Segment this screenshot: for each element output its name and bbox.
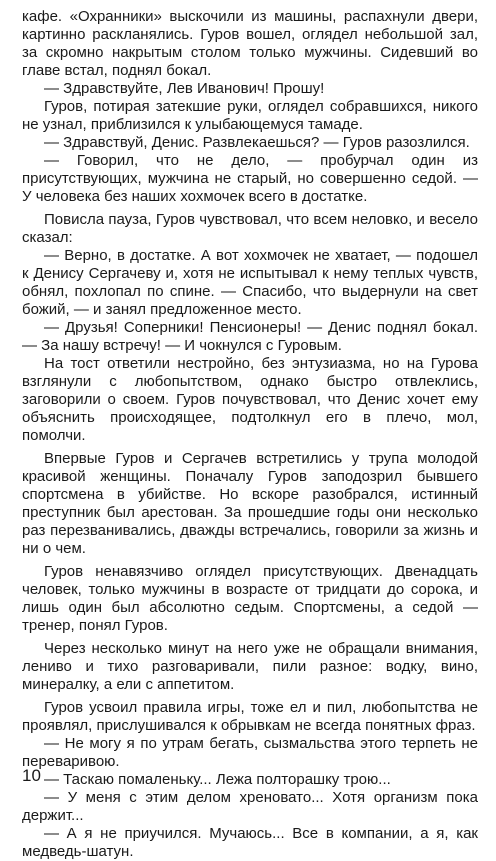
paragraph: Гуров усвоил правила игры, тоже ел и пил, любопытства не проявлял, прислушивался к обрывкам не всегда понятных фраз. (22, 699, 478, 734)
paragraph: Гуров ненавязчиво оглядел присутствующих. Двенадцать человек, только мужчины в возрасте от тридцати до сорока, и лишь один был абсолютно седым. Спортсмены, а седой — тренер, понял Гуров. (22, 563, 478, 634)
paragraph: кафе. «Охранники» выскочили из машины, распахнули двери, картинно раскланялись. Гуров вошел, оглядел небольшой зал, за скромно накрытым столом только мужчины. Сидевший во главе встал, поднял бокал. (22, 8, 478, 79)
paragraph: На тост ответили нестройно, без энтузиазма, но на Гурова взглянули с любопытством, однако быстро отвлеклись, заговорили о своем. Гуров почувствовал, что Денис хочет ему объяснить происходящее, подтолкнул его в плечо, мол, помолчи. (22, 355, 478, 444)
paragraph: — Здравствуйте, Лев Иванович! Прошу! (44, 80, 325, 97)
paragraph: — У меня с этим делом хреновато... Хотя организм пока держит... (22, 789, 478, 824)
paragraph: — Говорил, что не дело, — пробурчал один из присутствующих, мужчина не старый, но совершенно седой. — У человека без наших хохмочек всего в достатке. (22, 152, 478, 205)
paragraph: Впервые Гуров и Сергачев встретились у трупа молодой красивой женщины. Поначалу Гуров заподозрил бывшего спортсмена в убийстве. Но вскоре разобрался, истинный преступник был арестован. За прошедшие годы они несколько раз перезванивались, дважды встречались, говорили за жизнь и ни о чем. (22, 450, 478, 557)
body-text (22, 8, 478, 861)
paragraph: — Таскаю помаленьку... Лежа полторашку трою... (44, 771, 391, 788)
paragraph: Гуров, потирая затекшие руки, оглядел собравшихся, никого не узнал, приблизился к улыбающемуся тамаде. (22, 98, 478, 133)
paragraph: — А я не приучился. Мучаюсь... Все в компании, а я, как медведь-шатун. (22, 825, 478, 860)
paragraph: — Здравствуй, Денис. Развлекаешься? — Гуров разозлился. (44, 134, 470, 151)
paragraph: — Не могу я по утрам бегать, сызмальства этого терпеть не переваривою. (22, 735, 478, 770)
page-number: 10 (22, 766, 41, 785)
paragraph: — Друзья! Соперники! Пенсионеры! — Денис поднял бокал. — За нашу встречу! — И чокнулся с Гуровым. (22, 319, 478, 354)
paragraph: — Верно, в достатке. А вот хохмочек не хватает, — подошел к Денису Сергачеву и, хотя не испытывал к нему теплых чувств, обнял, похлопал по спине. — Спасибо, что выдернули на свет божий, — и занял предложенное место. (22, 247, 478, 318)
paragraph: Повисла пауза, Гуров чувствовал, что всем неловко, и весело сказал: (22, 211, 478, 246)
paragraph: Через несколько минут на него уже не обращали внимания, лениво и тихо разговаривали, пили разное: водку, вино, минералку, а ели с аппетитом. (22, 640, 478, 693)
